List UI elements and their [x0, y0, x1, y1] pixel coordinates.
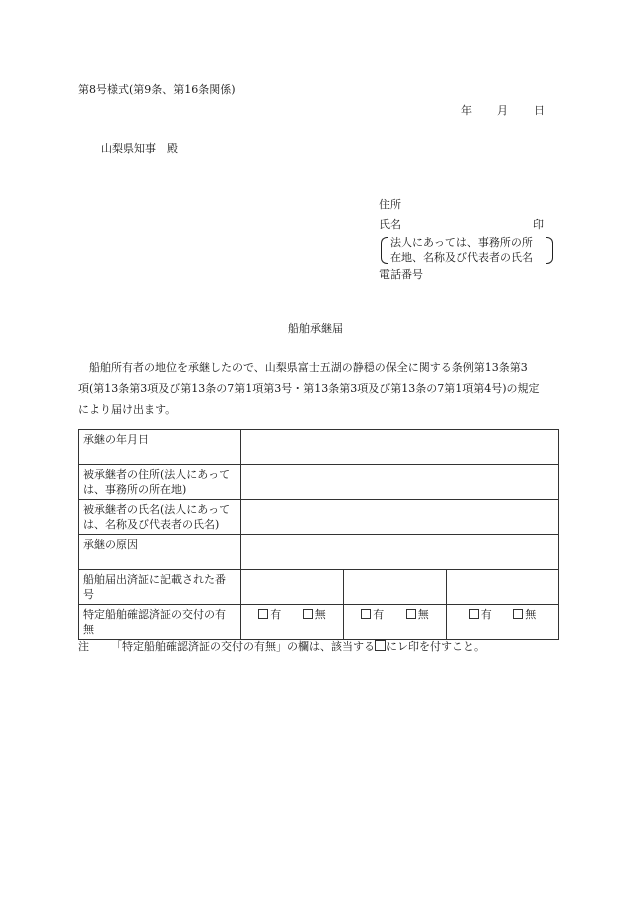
- yes-checkbox-3[interactable]: [469, 607, 492, 622]
- table-row: [79, 570, 559, 605]
- row-label-predecessor-address: 被承継者の住所(法人にあっては、事務所の所在地): [79, 465, 241, 500]
- footnote: [78, 640, 485, 654]
- note-text-before: 「特定船舶確認済証の交付の有無」の欄は、該当する: [111, 640, 375, 653]
- form-number: 第8号様式(第9条、第16条関係): [78, 83, 236, 96]
- checkbox-square-icon: [361, 609, 371, 619]
- date-day-label: 日: [534, 104, 545, 117]
- no-checkbox-2[interactable]: [406, 607, 429, 622]
- no-label: 無: [417, 608, 429, 621]
- checkbox-square-icon: [513, 609, 523, 619]
- succession-form-table: [78, 429, 559, 640]
- registration-number-field-3[interactable]: [447, 570, 559, 605]
- left-bracket: [381, 237, 388, 264]
- certificate-issued-cell-2: [344, 605, 447, 640]
- no-label: 無: [314, 608, 326, 621]
- checkbox-square-icon: [406, 609, 416, 619]
- table-row: [79, 430, 559, 465]
- row-label-succession-cause: 承継の原因: [79, 535, 241, 570]
- corporate-note-line1: 法人にあっては、事務所の所: [390, 236, 533, 249]
- predecessor-address-field[interactable]: [241, 465, 559, 500]
- note-prefix: 注: [78, 640, 89, 653]
- yes-label: 有: [480, 608, 492, 621]
- name-label: 氏名: [379, 218, 401, 231]
- checkbox-square-icon: [375, 640, 386, 651]
- predecessor-name-field[interactable]: [241, 500, 559, 535]
- certificate-issued-cell-3: [447, 605, 559, 640]
- no-checkbox-1[interactable]: [303, 607, 326, 622]
- note-text-after: にレ印を付すこと。: [386, 640, 485, 653]
- registration-number-field-2[interactable]: [344, 570, 447, 605]
- date-month-label: 月: [497, 104, 508, 117]
- right-bracket: [546, 237, 553, 264]
- table-row: [79, 605, 559, 640]
- row-label-predecessor-name: 被承継者の氏名(法人にあっては、名称及び代表者の氏名): [79, 500, 241, 535]
- yes-label: 有: [270, 608, 282, 621]
- row-label-certificate-issued: 特定船舶確認済証の交付の有無: [79, 605, 241, 640]
- body-line-1: 船舶所有者の地位を承継したので、山梨県富士五湖の静穏の保全に関する条例第13条第3: [89, 361, 528, 374]
- yes-checkbox-2[interactable]: [361, 607, 384, 622]
- row-label-succession-date: 承継の年月日: [79, 430, 241, 465]
- seal-label: 印: [533, 218, 544, 231]
- checkbox-square-icon: [303, 609, 313, 619]
- certificate-issued-cell-1: [241, 605, 344, 640]
- checkbox-square-icon: [258, 609, 268, 619]
- document-title: 船舶承継届: [288, 322, 343, 335]
- table-row: [79, 465, 559, 500]
- addressee: 山梨県知事 殿: [101, 142, 178, 155]
- succession-cause-field[interactable]: [241, 535, 559, 570]
- no-label: 無: [525, 608, 537, 621]
- registration-number-field-1[interactable]: [241, 570, 344, 605]
- address-label: 住所: [379, 198, 401, 211]
- checkbox-square-icon: [469, 609, 479, 619]
- body-paragraph: [78, 357, 558, 420]
- yes-label: 有: [373, 608, 385, 621]
- body-line-3: により届け出ます。: [78, 403, 177, 416]
- corporate-note-line2: 在地、名称及び代表者の氏名: [390, 251, 533, 264]
- table-row: [79, 500, 559, 535]
- phone-label: 電話番号: [379, 268, 423, 281]
- date-year-label: 年: [461, 104, 472, 117]
- succession-date-field[interactable]: [241, 430, 559, 465]
- yes-checkbox-1[interactable]: [258, 607, 281, 622]
- body-line-2: 項(第13条第3項及び第13条の7第1項第3号・第13条第3項及び第13条の7第1項第4号)の規定: [78, 382, 540, 395]
- table-row: [79, 535, 559, 570]
- no-checkbox-3[interactable]: [513, 607, 536, 622]
- row-label-registration-number: 船舶届出済証に記載された番号: [79, 570, 241, 605]
